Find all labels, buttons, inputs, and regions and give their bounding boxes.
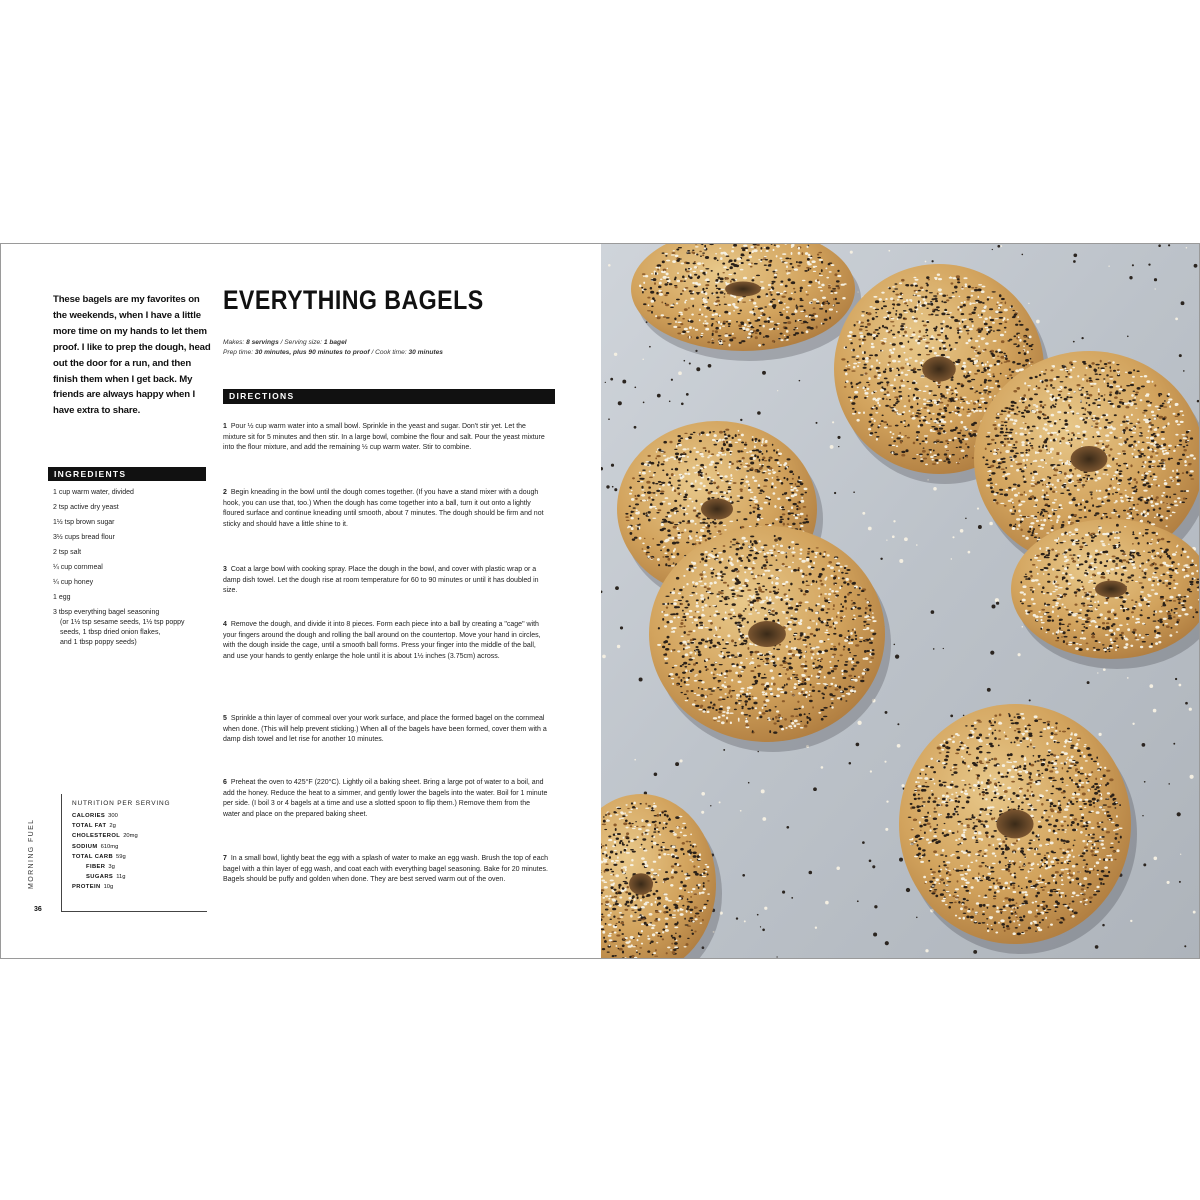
seed-crumb — [987, 688, 991, 692]
seed-crumb — [634, 386, 636, 388]
seed-crumb — [836, 867, 840, 871]
seed-crumb — [1185, 702, 1188, 705]
seed-crumb — [1132, 723, 1134, 725]
ingredient-item: 2 tsp active dry yeast — [53, 504, 119, 511]
left-page — [1, 244, 601, 958]
seed-crumb — [761, 789, 765, 793]
seed-crumb — [992, 249, 993, 250]
seed-crumb — [1087, 681, 1090, 684]
intro-text: These bagels are my favorites on the weekends, when I have a little more time on my hands to let them proof. I like to prep the dough, head out the door for a run, and then finish them when I get back. My friends are always happy when I have extra to share. — [53, 294, 211, 417]
ingredient-item: 1 egg — [53, 594, 71, 601]
ingredient-item: ¼ cup honey — [53, 579, 94, 586]
seed-crumb — [1158, 244, 1161, 247]
seed-crumb — [617, 645, 620, 648]
seed-crumb — [884, 761, 886, 763]
seed-crumb — [904, 537, 908, 541]
page-number: 36 — [34, 906, 42, 913]
seed-crumb — [1143, 863, 1146, 866]
seed-crumb — [885, 711, 888, 714]
seed-crumb — [925, 949, 928, 952]
ingredient-item: 1 cup warm water, divided — [53, 489, 134, 496]
seed-crumb — [838, 446, 839, 447]
ingredient-item: 2 tsp salt — [53, 549, 82, 556]
seed-crumb — [620, 626, 623, 629]
seed-crumb — [684, 360, 686, 362]
seed-crumb — [675, 762, 679, 766]
seed-crumb — [618, 401, 622, 405]
seed-crumb — [950, 715, 953, 718]
seed-crumb — [622, 380, 626, 384]
seed-crumb — [1184, 945, 1186, 947]
seed-crumb — [1180, 854, 1181, 855]
seed-crumb — [837, 436, 840, 439]
ingredient-item: 1½ tsp brown sugar — [53, 519, 115, 526]
seed-crumb — [886, 800, 888, 802]
seed-crumb — [943, 648, 944, 649]
seed-crumb — [708, 364, 712, 368]
seed-crumb — [615, 586, 619, 590]
seed-crumb — [1179, 881, 1181, 883]
section-label: MORNING FUEL — [28, 818, 35, 890]
seed-crumb — [968, 551, 971, 554]
seed-crumb — [1154, 857, 1158, 861]
seed-crumb — [951, 558, 952, 559]
seed-crumb — [873, 932, 877, 936]
seed-crumb — [1175, 678, 1177, 680]
seed-crumb — [874, 905, 877, 908]
nutrition-row: TOTAL CARB 59g — [72, 853, 126, 860]
seed-crumb — [1127, 677, 1129, 679]
nutrition-row: CHOLESTEROL 20mg — [72, 833, 138, 840]
seed-crumb — [1028, 303, 1029, 304]
seed-crumb — [868, 527, 872, 531]
seed-crumb — [606, 485, 609, 488]
seed-crumb — [762, 928, 765, 931]
seed-crumb — [1181, 301, 1185, 305]
seed-crumb — [880, 558, 882, 560]
seed-crumb — [639, 678, 643, 682]
direction-step: 1 Pour ½ cup warm water into a small bowl. Sprinkle in the yeast and sugar. Don't stir yet. Let the mixture sit for 5 minutes and then stir. In a large bowl, combine the flour and salt. Pour the yeast mixture into the flour mixture, and add the remaining ½ cup warm water. Stir to combine. — [223, 423, 545, 451]
seed-crumb — [960, 529, 964, 533]
seed-crumb — [605, 382, 606, 383]
seed-crumb — [1098, 733, 1101, 736]
seed-crumb — [1108, 266, 1109, 267]
seed-crumb — [791, 897, 793, 899]
seed-crumb — [736, 917, 738, 919]
seed-crumb — [1073, 253, 1077, 257]
seed-crumb — [634, 759, 636, 761]
seed-crumb — [977, 508, 979, 510]
seed-crumb — [1153, 709, 1157, 713]
seed-crumb — [1155, 288, 1156, 289]
seed-crumb — [1132, 264, 1134, 266]
seed-crumb — [1102, 924, 1105, 927]
seed-crumb — [853, 491, 855, 493]
nutrition-row: SODIUM 610mg — [72, 843, 119, 850]
seed-crumb — [1190, 775, 1194, 779]
seed-crumb — [1021, 254, 1023, 256]
seed-crumb — [892, 535, 895, 538]
seed-crumb — [1186, 247, 1188, 249]
seed-crumb — [1168, 783, 1170, 785]
seed-crumb — [657, 394, 661, 398]
ingredient-item-continued: (or 1½ tsp sesame seeds, 1½ tsp poppy — [60, 619, 185, 626]
seed-crumb — [1144, 781, 1146, 783]
seed-crumb — [1097, 672, 1098, 673]
cookbook-spread — [0, 243, 1200, 959]
seed-crumb — [608, 264, 611, 267]
seed-crumb — [857, 721, 861, 725]
seed-crumb — [602, 655, 606, 659]
seed-crumb — [782, 891, 785, 894]
seed-crumb — [786, 826, 789, 829]
bagels-illustration — [601, 244, 1199, 958]
seed-crumb — [870, 770, 872, 772]
seed-crumb — [757, 914, 759, 916]
seed-crumb — [678, 371, 682, 375]
seed-crumb — [686, 393, 689, 396]
seed-crumb — [834, 492, 836, 494]
seed-crumb — [899, 559, 903, 563]
seed-crumb — [654, 773, 658, 777]
seed-crumb — [748, 782, 750, 784]
seed-crumb — [689, 362, 691, 364]
seed-crumb — [931, 610, 935, 614]
seed-crumb — [1167, 881, 1170, 884]
seed-crumb — [862, 841, 865, 844]
seed-crumb — [1193, 911, 1196, 914]
seed-crumb — [850, 251, 853, 254]
seed-crumb — [1179, 354, 1182, 357]
nutrition-rows — [72, 811, 138, 893]
seed-crumb — [642, 359, 644, 361]
seed-crumb — [1022, 626, 1024, 628]
seed-crumb — [762, 371, 766, 375]
seed-crumb — [1148, 263, 1150, 265]
seed-crumb — [906, 888, 910, 892]
direction-step: 5 Sprinkle a thin layer of cornmeal over your work surface, and place the formed bagel on the cornmeal when done. (This will help prevent sticking.) When all of the bagels have been formed, cover them with a damp dish towel and let rise for another 10 minutes. — [223, 715, 547, 743]
nutrition-panel — [61, 794, 207, 912]
seed-crumb — [815, 927, 817, 929]
seed-crumb — [1029, 699, 1031, 701]
seed-crumb — [1175, 318, 1178, 321]
direction-step: 6 Preheat the oven to 425°F (220°C). Lightly oil a baking sheet. Bring a large pot of water to a boil, and add the honey. Reduce the heat to a simmer, and gently lower the bagels into the water. Boil for 1 minute per side. (I boil 3 or 4 bagels at a time and use a slotted spoon to flip them.) Remove them from the water and place on the prepared baking sheet. — [223, 779, 548, 818]
seed-crumb — [757, 411, 761, 415]
seed-crumb — [1179, 684, 1182, 687]
seed-crumb — [671, 379, 673, 381]
seed-crumb — [952, 536, 954, 538]
seed-crumb — [1173, 743, 1175, 745]
seed-crumb — [856, 743, 860, 747]
seed-crumb — [849, 762, 852, 765]
ingredients-header: INGREDIENTS — [48, 467, 206, 481]
nutrition-row: TOTAL FAT 2g — [72, 823, 116, 830]
seed-crumb — [611, 464, 614, 467]
seed-crumb — [899, 858, 903, 862]
bagels-photo — [601, 244, 1199, 958]
seed-crumb — [649, 346, 651, 348]
seed-crumb — [978, 525, 982, 529]
seed-crumb — [1018, 653, 1021, 656]
seed-crumb — [760, 926, 761, 927]
seed-crumb — [1095, 945, 1099, 949]
seed-crumb — [1142, 743, 1146, 747]
seed-crumb — [742, 874, 745, 877]
directions-header: DIRECTIONS — [223, 389, 555, 404]
seed-crumb — [1142, 815, 1143, 816]
seed-crumb — [701, 792, 705, 796]
seed-crumb — [1081, 337, 1083, 339]
seed-crumb — [885, 941, 889, 945]
seed-crumb — [1103, 668, 1106, 671]
seed-crumb — [995, 598, 999, 602]
ingredient-item: 3 tbsp everything bagel seasoning — [53, 609, 160, 616]
seed-crumb — [973, 950, 977, 954]
seed-crumb — [1073, 341, 1075, 343]
seed-crumb — [764, 907, 767, 910]
seed-crumb — [614, 353, 617, 356]
seed-crumb — [1168, 244, 1170, 246]
direction-step: 7 In a small bowl, lightly beat the egg with a splash of water to make an egg wash. Brush the top of each bagel with a thin layer of egg wash, and coat each with everything bagel seasoning. Bake for 20 minutes. Bagels should be puffy and golden when done. They are best served warm out of the oven. — [223, 855, 548, 883]
ingredient-item-continued: seeds, 1 tbsp dried onion flakes, — [60, 629, 161, 636]
seed-crumb — [869, 859, 872, 862]
seed-crumb — [680, 759, 683, 762]
seed-crumb — [744, 920, 746, 922]
seed-crumb — [990, 651, 994, 655]
seed-crumb — [933, 487, 937, 491]
direction-step: 2 Begin kneading in the bowl until the dough comes together. (If you have a stand mixer with a dough hook, you can use that, too.) When the dough has come together into a ball, turn it out onto a lightly floured surface and continue kneading until smooth, about 7 minutes. The dough should be firm and not sticky and should have a little shine to it. — [223, 489, 544, 528]
seed-crumb — [886, 539, 887, 540]
seed-crumb — [916, 917, 917, 918]
ingredient-item-continued: and 1 tbsp poppy seeds) — [60, 639, 137, 646]
seed-crumb — [931, 260, 933, 262]
seed-crumb — [610, 378, 613, 381]
seed-crumb — [612, 486, 614, 488]
seed-crumb — [1149, 684, 1153, 688]
nutrition-row: PROTEIN 10g — [72, 884, 114, 891]
seed-crumb — [643, 402, 645, 404]
seed-crumb — [991, 604, 995, 608]
seed-crumb — [989, 522, 993, 526]
seed-crumb — [696, 367, 700, 371]
seed-crumb — [614, 488, 617, 491]
seed-crumb — [740, 419, 742, 421]
seed-crumb — [723, 749, 725, 751]
ingredients-list — [53, 488, 203, 648]
seed-crumb — [901, 784, 904, 787]
seed-crumb — [816, 422, 818, 424]
seed-crumb — [1194, 264, 1198, 268]
seed-crumb — [1127, 336, 1129, 338]
seed-crumb — [719, 801, 721, 803]
seed-crumb — [894, 644, 896, 646]
seed-crumb — [862, 512, 865, 515]
seed-crumb — [701, 811, 704, 814]
seed-crumb — [933, 648, 935, 650]
nutrition-title: NUTRITION PER SERVING — [72, 800, 171, 807]
seed-crumb — [1183, 370, 1185, 372]
ingredient-item: 3½ cups bread flour — [53, 534, 115, 541]
seed-crumb — [888, 250, 890, 252]
seed-crumb — [634, 426, 637, 429]
seed-crumb — [813, 787, 817, 791]
seed-crumb — [669, 401, 671, 403]
seed-crumb — [1129, 276, 1132, 279]
ingredient-item: ¼ cup cornmeal — [53, 564, 103, 571]
seed-crumb — [740, 810, 742, 812]
seed-crumb — [997, 245, 1000, 248]
seed-crumb — [897, 744, 901, 748]
seed-crumb — [857, 900, 859, 902]
nutrition-row: FIBER 3g — [86, 864, 115, 871]
seed-crumb — [893, 520, 895, 522]
seed-crumb — [1130, 920, 1132, 922]
direction-step: 4 Remove the dough, and divide it into 8 pieces. Form each piece into a ball by creating a "cage" with your fingers around the dough and rolling the ball around on the countertop. Move your hand in circles, with the dough inside the cage, until a smooth ball forms. Press your finger into the middle of the ball, and use your hands to gently enlarge the hole until it is about 1½ inches (3.75cm) across. — [223, 621, 541, 660]
seed-crumb — [825, 901, 829, 905]
seed-crumb — [895, 654, 899, 658]
seed-crumb — [681, 402, 684, 405]
seed-crumb — [996, 602, 999, 605]
seed-crumb — [799, 380, 801, 382]
seed-crumb — [965, 518, 966, 519]
seed-crumb — [809, 871, 813, 875]
seed-crumb — [1177, 812, 1181, 816]
seed-crumb — [777, 390, 778, 391]
seed-crumb — [608, 418, 610, 420]
seed-crumb — [925, 261, 927, 263]
seed-crumb — [830, 445, 834, 449]
seed-crumb — [832, 421, 834, 423]
seed-crumb — [821, 766, 824, 769]
seed-crumb — [1154, 278, 1157, 281]
seed-crumb — [872, 865, 875, 868]
seed-crumb — [963, 715, 965, 717]
direction-step: 3 Coat a large bowl with cooking spray. Place the dough in the bowl, and cover with plastic wrap or a damp dish towel. Let the dough rise at room temperature for 60 to 90 minutes or until it has doubled in size. — [223, 566, 539, 594]
seed-crumb — [1036, 320, 1040, 324]
nutrition-row: CALORIES 300 — [72, 813, 118, 819]
seed-crumb — [1000, 245, 1002, 247]
seed-crumb — [710, 805, 711, 806]
seed-crumb — [762, 817, 766, 821]
nutrition-row: SUGARS 11g — [86, 874, 126, 881]
recipe-title: EVERYTHING BAGELS — [223, 285, 484, 315]
seed-crumb — [916, 544, 918, 546]
seed-crumb — [1189, 708, 1192, 711]
seed-crumb — [885, 828, 888, 831]
seed-crumb — [897, 723, 899, 725]
seed-crumb — [1073, 260, 1076, 263]
seed-crumb — [776, 956, 777, 957]
recipe-meta: Makes: 8 servings / Serving size: 1 bagel Prep time: 30 minutes, plus 90 minutes to proof / Cook time: 30 minutes — [223, 339, 443, 356]
